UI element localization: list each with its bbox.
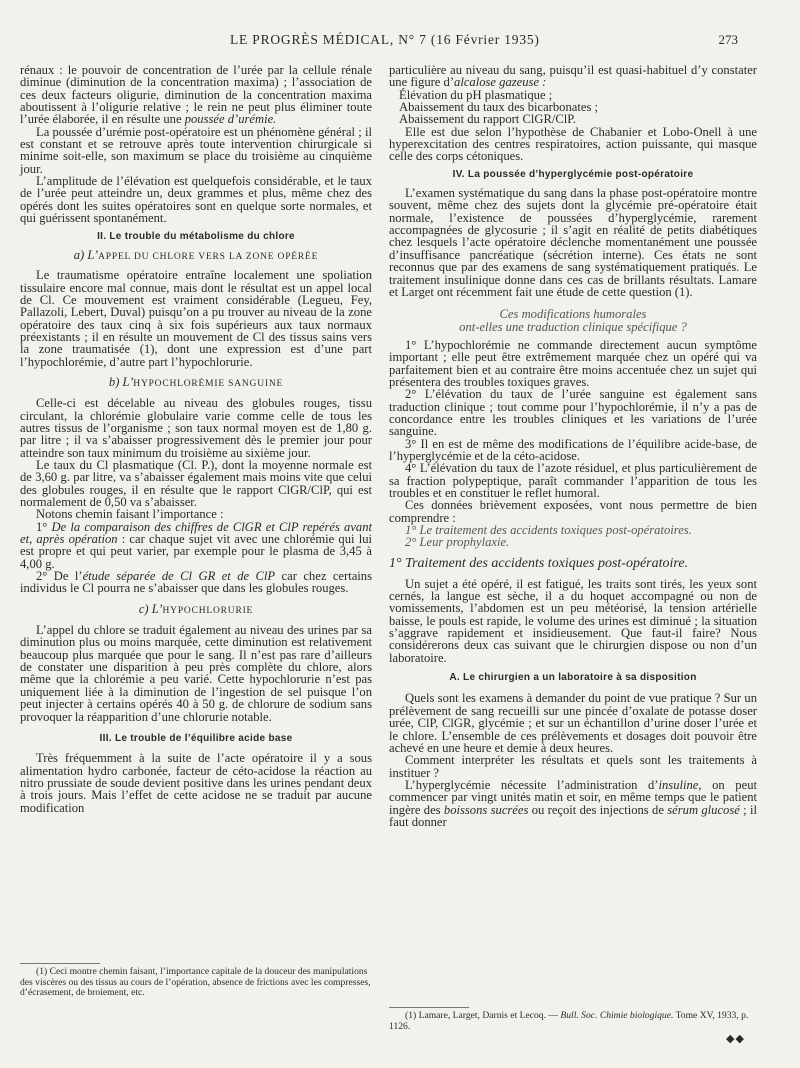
right-column bbox=[389, 64, 757, 828]
subsection-heading: c) L’HYPOCHLORURIE bbox=[138, 601, 254, 616]
paragraph: L’amplitude de l’élévation est quelquefois considérable, et le taux de l’urée peut atteindre un, deux grammes et plus, même chez des opérés dont les suites opératoires sont en quelque sorte normales, et qui guérissent spontanément. bbox=[20, 174, 372, 226]
end-ornament: ◆◆ bbox=[726, 1032, 745, 1045]
right-footnote bbox=[389, 1007, 757, 1032]
paragraph: 4° L’élévation du taux de l’azote résiduel, et plus particulièrement de sa fraction polypeptique, paraît commander l’apparition de tous les troubles et en constituer le reflet humoral. bbox=[389, 461, 757, 500]
paragraph: 2° De l’étude séparée de Cl GR et de ClP car chez certains individus le Cl pourra ne s’abaisser que dans les globules rouges. bbox=[20, 569, 372, 596]
list-item: Abaissement du rapport ClGR/ClP. bbox=[399, 112, 577, 127]
paragraph: particulière au niveau du sang, puisqu’il est quasi-habituel d’y constater une figure d’alcalose gazeuse : bbox=[389, 63, 757, 90]
paragraph: Le taux du Cl plasmatique (Cl. P.), dont la moyenne normale est de 3,60 g. par litre, va s’abaisser également mais moins vite que celui des globules rouges, il en résulte que le rapport ClGR/ClP, qui est normalement de 0,50 va s’abaisser. bbox=[20, 457, 372, 509]
footnote-rule bbox=[389, 1007, 469, 1008]
paragraph: 3° Il en est de même des modifications de l’équilibre acide-base, de l’hyperglycémie et de la céto-acidose. bbox=[389, 436, 757, 463]
paragraph: Notons chemin faisant l’importance : bbox=[36, 507, 224, 522]
paragraph: L’appel du chlore se traduit également au niveau des urines par sa diminution plus ou moins marquée, cette diminution est relativement beaucoup plus marquée que pour le sang. Il n’est pas rare d’ailleurs de constater une disparition à peu près complète du chlore, alors même que la chlorémie a peu varié. Cette hypochlorurie n’est pas uniquement liée à la diminution de l’ingestion de sel puisque l’on peut injecter à certains opérés 40 à 50 g. de chlorure de sodium sans provoquer la réapparition d’une chlorurie notable. bbox=[20, 623, 372, 724]
paragraph: 1° De la comparaison des chiffres de ClGR et ClP repérés avant et, après opération : car chaque sujet vit avec une chlorémie qui lui est propre et qui peut varier, par exemple pour le plasma de 3,45 à 4,00 g. bbox=[20, 519, 373, 571]
list-item: 2° Leur prophylaxie. bbox=[405, 535, 510, 550]
question-heading-line1: Ces modifications humorales bbox=[499, 307, 647, 322]
section-heading: IV. La poussée d’hyperglycémie post-opératoire bbox=[452, 168, 694, 180]
section-heading: III. Le trouble de l’équilibre acide base bbox=[99, 732, 293, 744]
chapter-heading: 1° Traitement des accidents toxiques post-opératoire. bbox=[389, 555, 689, 571]
footnote-text: (1) Ceci montre chemin faisant, l’importance capitale de la douceur des manipulations des viscères ou des tissus au cours de l’opération, absence de frictions avec les compresses, d’écrasement, de broiement, etc. bbox=[20, 966, 371, 998]
paragraph: Celle-ci est décelable au niveau des globules rouges, tissu circulant, la chlorémie globulaire varie comme celle de tous les autres tissus de l’organisme ; son taux normal moyen est de 1,80 g. par litre ; il va s’abaisser progressivement dès le premier jour pour atteindre son taux minimum du troisième au sixième jour. bbox=[20, 396, 372, 460]
journal-title: LE PROGRÈS MÉDICAL, N° 7 (16 Février 1935) bbox=[230, 32, 540, 47]
paragraph: Elle est due selon l’hypothèse de Chabanier et Lobo-Onell à une hyperexcitation des centres respiratoires, action puissante, qui masque celle des corps cétoniques. bbox=[389, 124, 757, 164]
list-item: Abaissement du taux des bicarbonates ; bbox=[399, 100, 598, 115]
running-header bbox=[0, 32, 800, 52]
paragraph: L’hyperglycémie nécessite l’administration d’insuline, on peut commencer par vingt unités matin et soir, en même temps que le patient ingère des boissons sucrées ou reçoit des injections de sérum glucosé ; il faut donner bbox=[389, 777, 757, 829]
paragraph: L’examen systématique du sang dans la phase post-opératoire montre souvent, même chez des sujets dont la glycémie pré-opératoire était normale, l’existence de poussées d’hyperglycémie, rarement accompagnées de glycosurie ; il s’agit en réalité de petits diabétiques chez lesquels l’acte opératoire déclenche momentanément une poussée d’insuffisance pancréatique (sécrétion interne). Ces états ne sont reconnus que par des examens de sang systématiquement pratiqués. Le traitement insulinique donne dans ces cas de brillants résultats. Lamare et Larget ont récemment fait une étude de cette question (1). bbox=[389, 186, 757, 299]
left-column bbox=[20, 64, 372, 814]
paragraph: Très fréquemment à la suite de l’acte opératoire il y a sous alimentation hydro carbonée, facteur de céto-acidose la réaction au nitro prussiate de soude devient positive dans les urines pendant deux à trois jours. Mais l’effet de cette acidose ne se traduit par aucune modification bbox=[20, 751, 372, 815]
paragraph: 2° L’élévation du taux de l’urée sanguine est également sans traduction clinique ; tout comme pour l’hypochlorémie, il n’y a pas de concordance entre les troubles cliniques et les variations de l’urée sanguine. bbox=[389, 387, 757, 439]
left-footnote bbox=[20, 963, 372, 999]
paragraph: rénaux : le pouvoir de concentration de l’urée par la cellule rénale diminue (diminution de la concentration maxima) ; l’association de ces deux facteurs oligurie, diminution de la concentration maxima aboutissent à l’oligurie relative ; le rein ne peut plus éliminer toute l’urée élaborée, il en résulte une poussée d’urémie. bbox=[20, 63, 372, 127]
subsection-heading: b) L’HYPOCHLORÉMIE SANGUINE bbox=[108, 374, 284, 389]
section-heading: II. Le trouble du métabolisme du chlore bbox=[97, 231, 295, 243]
paragraph: Ces données brièvement exposées, vont nous permettre de bien comprendre : bbox=[389, 498, 757, 525]
list-item: Élévation du pH plasmatique ; bbox=[399, 87, 553, 102]
paragraph: Le traumatisme opératoire entraîne localement une spoliation tissulaire encore mal connue, mais dont le résultat est un appel local de Cl. Ce mouvement est vraiment considérable (Legueu, Fey, Pallazoli, Lebert, Duval) puisqu’on a pu trouver au niveau de la zone opératoire des taux cinq à six fois supérieurs aux taux normaux préexistants ; il en résulte un mouvement de Cl des tissus sains vers la zone traumatisée (1), dont une expression est d’une part l’hypochlorémie, d’autre part l’hypochlorurie. bbox=[20, 268, 372, 369]
paragraph: 1° L’hypochlorémie ne commande directement aucun symptôme important ; elle peut être extrêmement marquée chez un opéré qui va parfaitement bien et au contraire être moins accentuée chez un sujet qui présentera des troubles toxiques graves. bbox=[389, 337, 757, 389]
paragraph: Un sujet a été opéré, il est fatigué, les traits sont tirés, les yeux sont cernés, la langue est sèche, il a du hoquet accompagné ou non de vomissements, l’abdomen est un peu météorisé, la tension artérielle baisse, le pouls est rapide, le volume des urines est diminué ; la situation s’aggrave rapidement et insidieusement. Que faut-il faire? Nous considérerons deux cas suivant que le chirurgien dispose ou non d’un laboratoire. bbox=[389, 576, 757, 665]
paragraph: Quels sont les examens à demander du point de vue pratique ? Sur un prélèvement de sang recueilli sur une pincée d’oxalate de potasse doser urée, ClP, ClGR, glycémie ; et sur un échantillon d’urine doser l’urée et le chlore. L’ensemble de ces prélèvements et dosages doit pouvoir être achevé en une heure et demie à deux heures. bbox=[389, 691, 757, 755]
footnote-rule bbox=[20, 963, 100, 964]
footnote-text: (1) Lamare, Larget, Darnis et Lecoq. — Bull. Soc. Chimie biologique. Tome XV, 1933, p. 1126. bbox=[389, 1010, 749, 1032]
paragraph: Comment interpréter les résultats et quels sont les traitements à instituer ? bbox=[389, 753, 757, 780]
paragraph: La poussée d’urémie post-opératoire est un phénomène général ; il est constant et se retrouve après toute intervention chirurgicale si minime soit-elle, son maximum se place du troisième au cinquième jour. bbox=[20, 124, 372, 176]
question-heading-line2: ont-elles une traduction clinique spécifique ? bbox=[459, 319, 687, 334]
subsection-heading: a) L’APPEL DU CHLORE VERS LA ZONE OPÉRÉE bbox=[73, 247, 319, 262]
page-number: 273 bbox=[718, 32, 738, 47]
section-heading: A. Le chirurgien a un laboratoire à sa disposition bbox=[449, 672, 697, 684]
list-item: 1° Le traitement des accidents toxiques post-opératoires. bbox=[405, 523, 692, 538]
